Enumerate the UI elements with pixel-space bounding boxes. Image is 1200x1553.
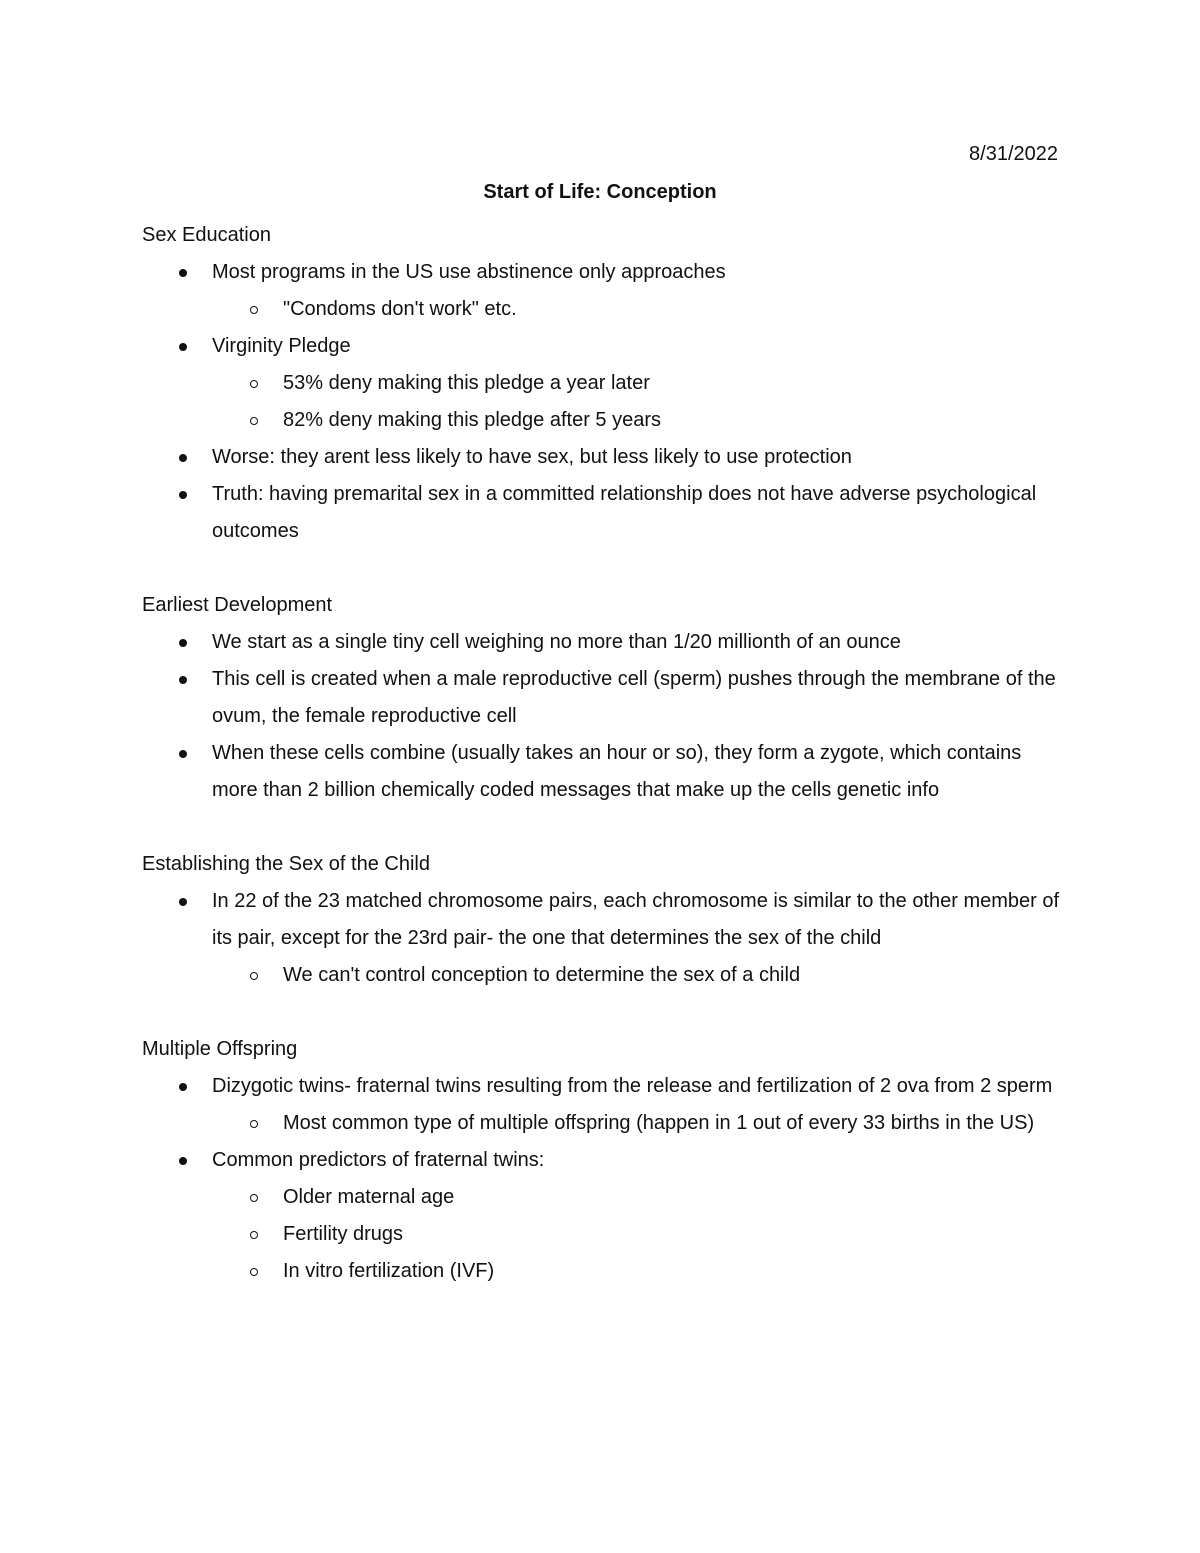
bullet-list xyxy=(142,883,1062,994)
list-item xyxy=(142,1068,1062,1105)
bullet-icon xyxy=(179,639,187,647)
blank-line xyxy=(142,809,1062,846)
bullet-icon xyxy=(179,1083,187,1091)
document-body xyxy=(142,217,1062,1290)
list-item-text: Virginity Pledge xyxy=(212,335,351,357)
list-item-text: Dizygotic twins- fraternal twins resulting from the release and fertilization of 2 ova from 2 sperm xyxy=(212,1075,1053,1097)
list-item-text: When these cells combine (usually takes an hour or so), they form a zygote, which contains more than 2 billion chemically coded messages that make up the cells genetic info xyxy=(212,742,1022,801)
list-item xyxy=(142,1142,1062,1179)
sub-list-item-text: We can't control conception to determine the sex of a child xyxy=(283,964,801,986)
list-item-text: In 22 of the 23 matched chromosome pairs, each chromosome is similar to the other member of its pair, except for the 23rd pair- the one that determines the sex of the child xyxy=(212,890,1060,949)
list-item xyxy=(142,328,1062,365)
bullet-icon xyxy=(179,269,187,277)
hollow-bullet-icon xyxy=(250,1120,258,1128)
hollow-bullet-icon xyxy=(250,306,258,314)
bullet-icon xyxy=(179,491,187,499)
section-heading: Multiple Offspring xyxy=(142,1038,298,1060)
hollow-bullet-icon xyxy=(250,1268,258,1276)
section-heading: Sex Education xyxy=(142,224,271,246)
sub-list-item xyxy=(142,957,1062,994)
list-item xyxy=(142,476,1062,550)
sub-list-item xyxy=(142,291,1062,328)
sub-list-item-text: 82% deny making this pledge after 5 years xyxy=(283,409,661,431)
list-item-text: This cell is created when a male reproductive cell (sperm) pushes through the membrane of the ovum, the female reproductive cell xyxy=(212,668,1056,727)
section-heading: Earliest Development xyxy=(142,594,333,616)
list-item-text: Worse: they arent less likely to have sex, but less likely to use protection xyxy=(212,446,852,468)
document-date: 8/31/2022 xyxy=(969,143,1058,165)
list-item xyxy=(142,883,1062,957)
bullet-icon xyxy=(179,454,187,462)
sub-list-item xyxy=(142,1216,1062,1253)
hollow-bullet-icon xyxy=(250,380,258,388)
hollow-bullet-icon xyxy=(250,1231,258,1239)
hollow-bullet-icon xyxy=(250,417,258,425)
hollow-bullet-icon xyxy=(250,1194,258,1202)
list-item-text: We start as a single tiny cell weighing no more than 1/20 millionth of an ounce xyxy=(212,631,901,653)
list-item xyxy=(142,624,1062,661)
bullet-icon xyxy=(179,898,187,906)
sub-list-item xyxy=(142,365,1062,402)
bullet-list xyxy=(142,624,1062,809)
sub-list-item xyxy=(142,1179,1062,1216)
sub-list-item xyxy=(142,1253,1062,1290)
bullet-icon xyxy=(179,750,187,758)
blank-line xyxy=(142,994,1062,1031)
blank-line xyxy=(142,550,1062,587)
sub-list-item xyxy=(142,1105,1062,1142)
list-item xyxy=(142,661,1062,735)
list-item-text: Common predictors of fraternal twins: xyxy=(212,1149,545,1171)
sub-list-item-text: "Condoms don't work" etc. xyxy=(283,298,517,320)
bullet-list xyxy=(142,1068,1062,1290)
list-item xyxy=(142,735,1062,809)
list-item-text: Truth: having premarital sex in a committed relationship does not have adverse psychological outcomes xyxy=(212,483,1037,542)
hollow-bullet-icon xyxy=(250,972,258,980)
list-item xyxy=(142,254,1062,291)
section-heading: Establishing the Sex of the Child xyxy=(142,853,430,875)
bullet-list xyxy=(142,254,1062,550)
sub-list-item xyxy=(142,402,1062,439)
sub-list-item-text: In vitro fertilization (IVF) xyxy=(283,1260,495,1282)
sub-list-item-text: Most common type of multiple offspring (happen in 1 out of every 33 births in the US) xyxy=(283,1112,1035,1134)
document-title: Start of Life: Conception xyxy=(483,181,717,203)
bullet-icon xyxy=(179,1157,187,1165)
sub-list-item-text: Fertility drugs xyxy=(283,1223,404,1245)
list-item xyxy=(142,439,1062,476)
bullet-icon xyxy=(179,676,187,684)
list-item-text: Most programs in the US use abstinence only approaches xyxy=(212,261,726,283)
sub-list-item-text: 53% deny making this pledge a year later xyxy=(283,372,650,394)
sub-list-item-text: Older maternal age xyxy=(283,1186,455,1208)
bullet-icon xyxy=(179,343,187,351)
